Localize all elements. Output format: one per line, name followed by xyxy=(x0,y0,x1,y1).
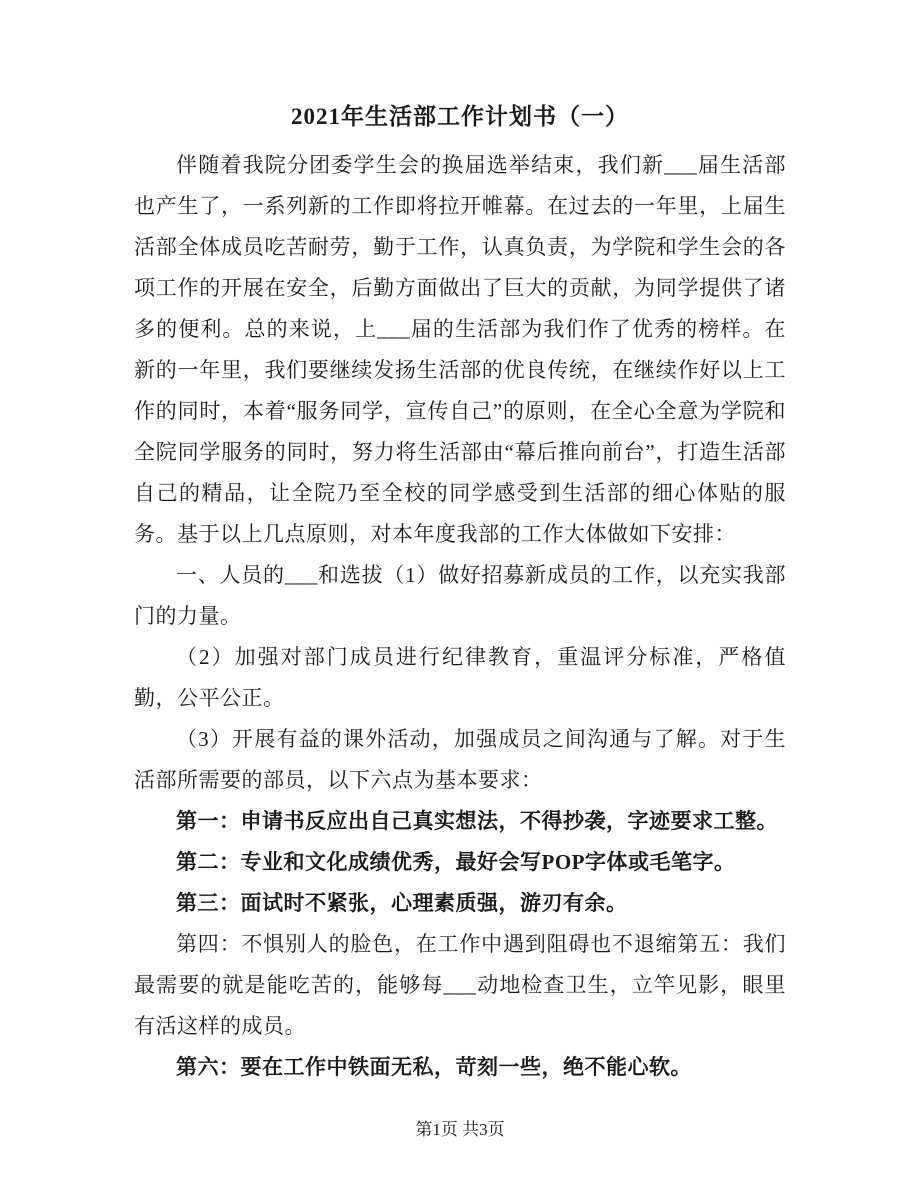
page-title: 2021年生活部工作计划书（一） xyxy=(291,104,629,129)
paragraph-8: 第四：不惧别人的脸色，在工作中遇到阻碍也不退缩第五：我们最需要的就是能吃苦的，能够每___动地检查卫生，立竿见影，眼里有活这样的成员。 xyxy=(134,932,786,1038)
paragraph-3: （2）加强对部门成员进行纪律教育，重温评分标准，严格值勤，公平公正。 xyxy=(134,645,786,710)
paragraph-1: 伴随着我院分团委学生会的换届选举结束，我们新___届生活部也产生了，一系列新的工作即将拉开帷幕。在过去的一年里，上届生活部全体成员吃苦耐劳，勤于工作，认真负责，为学院和学生会的各项工作的开展在安全，后勤方面做出了巨大的贡献，为同学提供了诸多的便利。总的来说，上___届的生活部为我们作了优秀的榜样。在新的一年里，我们要继续发扬生活部的优良传统，在继续作好以上工作的同时，本着“服务同学，宣传自己”的原则，在全心全意为学院和全院同学服务的同时，努力将生活部由“幕后推向前台”，打造生活部自己的精品，让全院乃至全校的同学感受到生活部的细心体贴的服务。基于以上几点原则，对本年度我部的工作大体做如下安排： xyxy=(134,153,786,546)
document-body xyxy=(134,145,786,1088)
paragraph-5: 第一：申请书反应出自己真实想法，不得抄袭，字迹要求工整。 xyxy=(176,809,778,833)
footer-page-number: 第1页 共3页 xyxy=(415,1120,505,1139)
paragraph-9: 第六：要在工作中铁面无私，苛刻一些，绝不能心软。 xyxy=(176,1055,692,1079)
paragraph-6: 第二：专业和文化成绩优秀，最好会写POP字体或毛笔字。 xyxy=(176,850,736,874)
paragraph-4: （3）开展有益的课外活动，加强成员之间沟通与了解。对于生活部所需要的部员，以下六点为基本要求： xyxy=(134,727,786,792)
paragraph-2: 一、人员的___和选拔（1）做好招募新成员的工作，以充实我部门的力量。 xyxy=(134,563,786,628)
paragraph-7: 第三：面试时不紧张，心理素质强，游刃有余。 xyxy=(176,891,628,915)
